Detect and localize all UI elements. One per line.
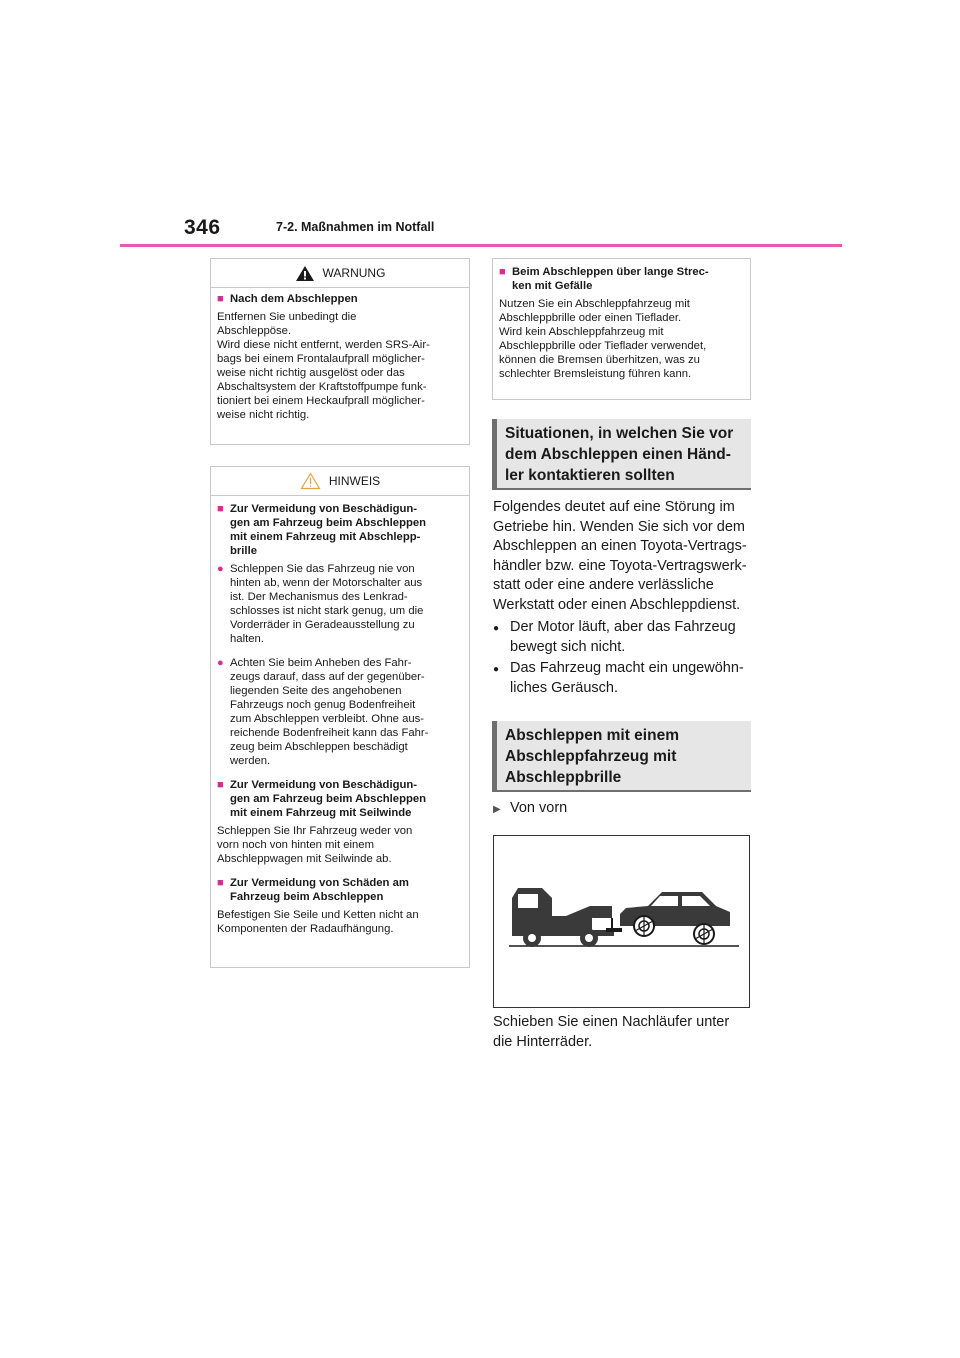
- warning-heading: ■ Nach dem Abschleppen: [217, 293, 358, 305]
- round-bullet-icon: ●: [493, 664, 500, 675]
- section-heading-dealer: Situationen, in welchen Sie vor dem Abschleppen einen Händ- ler kontaktieren sollten: [492, 419, 751, 490]
- direction-label: ▶ Von vorn: [493, 799, 567, 820]
- figure-caption: Schieben Sie einen Nachläufer unter die Hinterräder.: [493, 1014, 730, 1050]
- notice-box: [210, 466, 470, 968]
- section1-bullet-1: ● Der Motor läuft, aber das Fahrzeug bewegt sich nicht.: [493, 618, 736, 657]
- notice-bullet-1: ● Schleppen Sie das Fahrzeug nie von hinten ab, wenn der Motorschalter aus ist. Der Mechanismus des Lenkrad- schlosses ist nicht stark genug, um die Vorderräder in Geradeausstellung zu halten.: [217, 563, 424, 645]
- chapter-title: 7-2. Maßnahmen im Notfall: [276, 220, 435, 234]
- square-bullet-icon: ■: [217, 293, 224, 305]
- notice-box-body: [211, 496, 469, 942]
- section-heading-tow-truck: Abschleppen mit einem Abschleppfahrzeug mit Abschleppbrille: [492, 721, 751, 792]
- long-distance-heading: ■ Beim Abschleppen über lange Strec- ken mit Gefälle: [499, 266, 709, 292]
- tow-truck-illustration: [494, 836, 749, 1007]
- notice-title: HINWEIS: [328, 474, 381, 488]
- square-bullet-icon: ■: [217, 779, 224, 791]
- notice-heading-2: ■ Zur Vermeidung von Beschädigun- gen am Fahrzeug beim Abschleppen mit einem Fahrzeug mit Seilwinde: [217, 779, 427, 819]
- notice-text-2: Schleppen Sie Ihr Fahrzeug weder von vorn noch von hinten mit einem Abschleppwagen mit Seilwinde ab.: [217, 825, 413, 865]
- round-bullet-icon: ●: [217, 563, 224, 575]
- warning-text: Entfernen Sie unbedingt die Abschleppöse. Wird diese nicht entfernt, werden SRS-Air- bags bei einem Frontalaufprall möglicher- weise nicht richtig ausgelöst oder das Abschaltsystem der Kraftstoffpumpe funk- tioniert bei einem Heckaufprall möglicher- weise nicht richtig.: [217, 311, 430, 421]
- warning-box: [210, 258, 470, 445]
- notice-heading-3: ■ Zur Vermeidung von Schäden am Fahrzeug beim Abschleppen: [217, 877, 409, 903]
- tow-figure: [493, 835, 750, 1008]
- caution-triangle-icon: [300, 472, 321, 490]
- warning-title: WARNUNG: [322, 266, 386, 280]
- long-distance-body: [493, 259, 750, 387]
- round-bullet-icon: ●: [217, 657, 224, 669]
- square-bullet-icon: ■: [217, 503, 224, 515]
- warning-triangle-icon: [295, 265, 315, 282]
- notice-bullet-2: ● Achten Sie beim Anheben des Fahr- zeugs darauf, dass auf der gegenüber- liegenden Seite des angehobenen Fahrzeugs noch genug Bodenfreiheit zum Abschleppen verbleibt. Ohne aus- reichende Bodenfreiheit kann das Fahr- zeug beim Abschleppen beschädigt werden.: [217, 657, 429, 767]
- round-bullet-icon: ●: [493, 623, 500, 634]
- warning-box-body: [211, 288, 469, 428]
- warning-box-header: [211, 259, 469, 288]
- notice-heading-1: ■ Zur Vermeidung von Beschädigun- gen am Fahrzeug beim Abschleppen mit einem Fahrzeug mit Abschlepp- brille: [217, 503, 427, 557]
- long-distance-text: Nutzen Sie ein Abschleppfahrzeug mit Abschleppbrille oder einen Tieflader. Wird kein Abschleppfahrzeug mit Abschleppbrille oder Tieflader verwendet, können die Bremsen überhitzen, was zu schlechter Bremsleistung führen kann.: [499, 298, 707, 380]
- section1-intro: Folgendes deutet auf eine Störung im Getriebe hin. Wenden Sie sich vor dem Abschleppen an einen Toyota-Vertrags- händler bzw. eine Toyota-Vertragswerk- statt oder eine andere verlässliche Werkstatt oder einen Abschleppdienst.: [493, 499, 747, 613]
- notice-box-header: [211, 467, 469, 496]
- page-number: 346: [184, 216, 221, 239]
- notice-text-3: Befestigen Sie Seile und Ketten nicht an Komponenten der Radaufhängung.: [217, 909, 419, 935]
- section1-bullet-2: ● Das Fahrzeug macht ein ungewöhn- liches Geräusch.: [493, 659, 744, 698]
- arrow-right-icon: ▶: [493, 804, 501, 815]
- header-rule: [120, 244, 842, 247]
- long-distance-box: [492, 258, 751, 400]
- square-bullet-icon: ■: [217, 877, 224, 889]
- square-bullet-icon: ■: [499, 266, 506, 278]
